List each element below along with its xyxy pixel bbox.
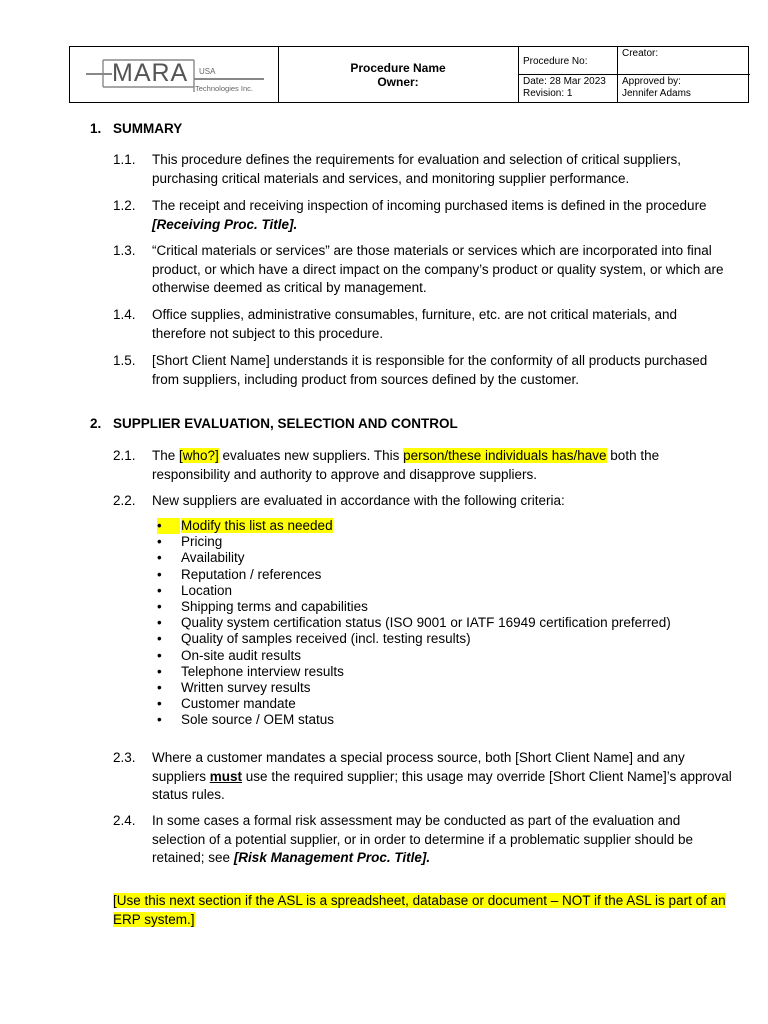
- criteria-item: • Modify this list as needed: [157, 518, 333, 533]
- bullet-icon: •: [157, 534, 162, 550]
- paragraph-1-4: 1.4. Office supplies, administrative consumables, furniture, etc. are not critical materials, and therefore not subject to this procedure.: [113, 307, 677, 341]
- criteria-item: • Reputation / references: [157, 566, 322, 582]
- asl-instruction-note: [Use this next section if the ASL is a spreadsheet, database or document – NOT if the ASL is part of an ERP system.]: [113, 893, 726, 927]
- paragraph-1-5: 1.5. [Short Client Name] understands it is responsible for the conformity of all products purchased from suppliers, including product from sources defined by the customer.: [113, 353, 708, 387]
- date-revision-cell: [518, 74, 617, 104]
- section-heading-supplier-evaluation: 2. SUPPLIER EVALUATION, SELECTION AND CONTROL: [90, 416, 458, 431]
- risk-proc-reference: [Risk Management Proc. Title].: [233, 850, 431, 865]
- criteria-item: • Availability: [157, 550, 245, 566]
- approved-cell: [617, 74, 750, 104]
- bullet-icon: •: [157, 518, 180, 534]
- criteria-list: [153, 518, 671, 729]
- logo-brand: MARA: [112, 59, 189, 87]
- procedure-no-label: Procedure No:: [523, 56, 588, 67]
- person-placeholder: person/these individuals has/have: [403, 448, 607, 463]
- header-table: [69, 46, 749, 103]
- approver-name: Jennifer Adams: [622, 88, 691, 99]
- bullet-icon: •: [157, 663, 162, 679]
- paragraph-1-3: 1.3. “Critical materials or services” are those materials or services which are incorporated into final product, or which have a direct impact on the company’s product or quality system, or which are otherwise deemed as critical by management.: [113, 243, 724, 295]
- criteria-item: • Pricing: [157, 534, 223, 550]
- paragraph-1-1: 1.1. This procedure defines the requirements for evaluation and selection of critical suppliers, purchasing critical materials and services, and monitoring supplier performance.: [113, 152, 682, 186]
- bullet-icon: •: [157, 696, 162, 712]
- bullet-icon: •: [157, 647, 162, 663]
- bullet-icon: •: [157, 680, 162, 696]
- criteria-item: • On-site audit results: [157, 647, 302, 663]
- procedure-no-cell: [518, 47, 617, 74]
- paragraph-2-1: 2.1. The [who?] evaluates new suppliers. This person/these individuals has/have both the responsibility and authority to approve and disapprove suppliers.: [113, 448, 660, 482]
- paragraph-2-2: 2.2. New suppliers are evaluated in accordance with the following criteria:: [113, 493, 565, 508]
- section-heading-summary: 1. SUMMARY: [90, 121, 183, 136]
- approved-by-label: Approved by:: [622, 76, 681, 87]
- bullet-icon: •: [157, 615, 162, 631]
- must-emphasis: must: [209, 768, 243, 784]
- criteria-item: • Telephone interview results: [157, 663, 344, 679]
- company-logo-icon: [70, 47, 278, 102]
- logo-tagline: Technologies Inc.: [195, 84, 253, 93]
- criteria-item: • Sole source / OEM status: [157, 712, 335, 728]
- revision-text: Revision: 1: [523, 88, 573, 99]
- procedure-name: Procedure Name: [350, 60, 446, 75]
- paragraph-1-2: 1.2. The receipt and receiving inspection of incoming purchased items is defined in the procedure [Receiving Proc. Title].: [113, 198, 707, 232]
- owner-label: Owner:: [377, 74, 419, 89]
- creator-label: Creator:: [622, 48, 659, 59]
- criteria-item: • Written survey results: [157, 680, 311, 696]
- logo: [70, 47, 278, 102]
- criteria-item: • Quality system certification status (ISO 9001 or IATF 16949 certification preferred): [157, 615, 671, 631]
- who-placeholder: [who?]: [179, 448, 219, 463]
- bullet-icon: •: [157, 631, 162, 647]
- receiving-proc-reference: [Receiving Proc. Title].: [152, 216, 298, 232]
- bullet-icon: •: [157, 550, 162, 566]
- logo-suffix: USA: [199, 67, 216, 76]
- criteria-item: • Shipping terms and capabilities: [157, 599, 368, 615]
- criteria-item: • Quality of samples received (incl. testing results): [157, 631, 471, 647]
- criteria-item: • Location: [157, 582, 233, 598]
- bullet-icon: •: [157, 599, 162, 615]
- bullet-icon: •: [157, 712, 162, 728]
- paragraph-2-4: 2.4. In some cases a formal risk assessment may be conducted as part of the evaluation and selection of a potential supplier, or in order to determine if a problematic supplier should be retained; see [Risk Management Proc. Title].: [113, 813, 694, 865]
- bullet-icon: •: [157, 566, 162, 582]
- creator-cell: [617, 47, 750, 74]
- procedure-name-cell: [278, 47, 518, 102]
- paragraph-2-3: 2.3. Where a customer mandates a special process source, both [Short Client Name] and any suppliers must use the required supplier; this usage may override [Short Client Name]’s approval status rules.: [113, 750, 732, 802]
- criteria-item: • Customer mandate: [157, 696, 296, 712]
- date-text: Date: 28 Mar 2023: [523, 76, 606, 87]
- bullet-icon: •: [157, 582, 162, 598]
